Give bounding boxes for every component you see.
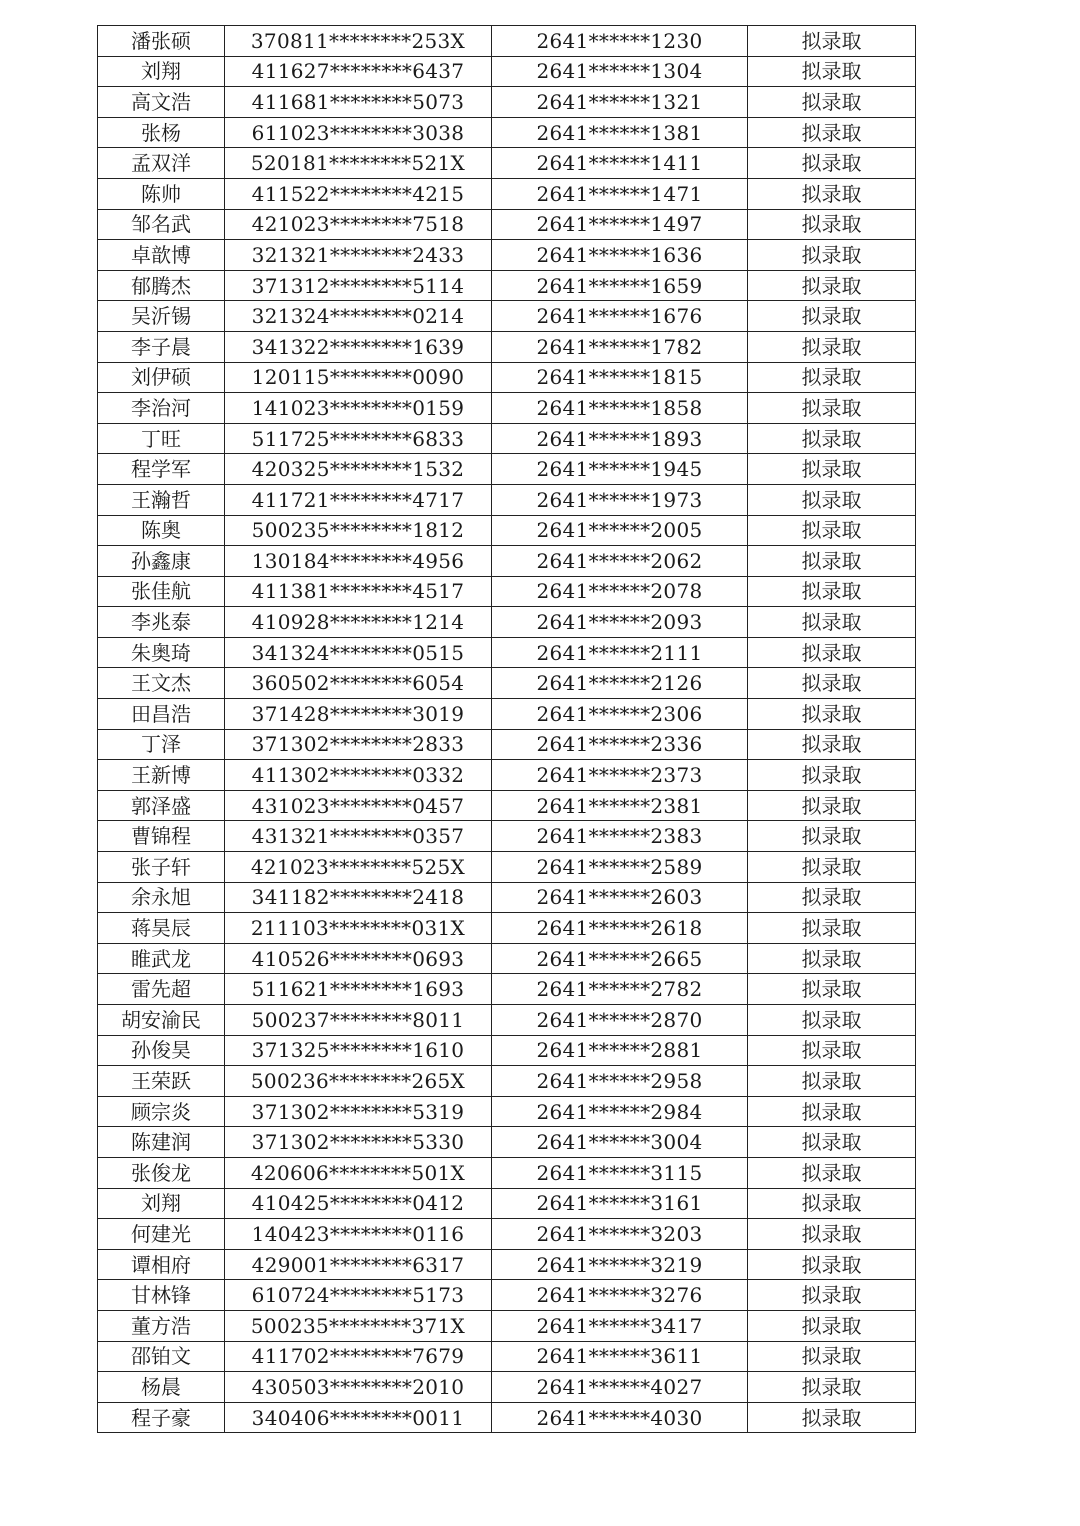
- id-number-cell: 371302********5319: [225, 1096, 492, 1127]
- id-number-cell: 211103********031X: [225, 913, 492, 944]
- exam-number-cell: 2641******1815: [492, 362, 748, 393]
- table-row: [98, 1310, 916, 1341]
- id-number-cell: 421023********7518: [225, 209, 492, 240]
- status-cell: 拟录取: [748, 546, 916, 577]
- table-row: [98, 178, 916, 209]
- table-row: [98, 1249, 916, 1280]
- status-cell: 拟录取: [748, 1219, 916, 1250]
- status-cell: 拟录取: [748, 362, 916, 393]
- status-cell: 拟录取: [748, 301, 916, 332]
- table-row: [98, 331, 916, 362]
- id-number-cell: 420606********501X: [225, 1157, 492, 1188]
- exam-number-cell: 2641******2603: [492, 882, 748, 913]
- id-number-cell: 411702********7679: [225, 1341, 492, 1372]
- name-cell: 吴沂锡: [98, 301, 225, 332]
- name-cell: 顾宗炎: [98, 1096, 225, 1127]
- status-cell: 拟录取: [748, 637, 916, 668]
- name-cell: 蒋昊辰: [98, 913, 225, 944]
- table-row: [98, 1096, 916, 1127]
- status-cell: 拟录取: [748, 576, 916, 607]
- id-number-cell: 120115********0090: [225, 362, 492, 393]
- status-cell: 拟录取: [748, 974, 916, 1005]
- exam-number-cell: 2641******1636: [492, 240, 748, 271]
- exam-number-cell: 2641******2870: [492, 1005, 748, 1036]
- status-cell: 拟录取: [748, 1066, 916, 1097]
- status-cell: 拟录取: [748, 668, 916, 699]
- exam-number-cell: 2641******2381: [492, 790, 748, 821]
- id-number-cell: 429001********6317: [225, 1249, 492, 1280]
- table-row: [98, 1188, 916, 1219]
- table-row: [98, 240, 916, 271]
- status-cell: 拟录取: [748, 913, 916, 944]
- id-number-cell: 611023********3038: [225, 117, 492, 148]
- status-cell: 拟录取: [748, 484, 916, 515]
- status-cell: 拟录取: [748, 1372, 916, 1403]
- id-number-cell: 371428********3019: [225, 699, 492, 730]
- status-cell: 拟录取: [748, 423, 916, 454]
- exam-number-cell: 2641******2383: [492, 821, 748, 852]
- id-number-cell: 421023********525X: [225, 852, 492, 883]
- id-number-cell: 410425********0412: [225, 1188, 492, 1219]
- status-cell: 拟录取: [748, 1249, 916, 1280]
- status-cell: 拟录取: [748, 1127, 916, 1158]
- status-cell: 拟录取: [748, 117, 916, 148]
- name-cell: 王新博: [98, 760, 225, 791]
- table-row: [98, 607, 916, 638]
- id-number-cell: 410526********0693: [225, 943, 492, 974]
- exam-number-cell: 2641******1893: [492, 423, 748, 454]
- table-row: [98, 1035, 916, 1066]
- id-number-cell: 500235********371X: [225, 1310, 492, 1341]
- exam-number-cell: 2641******1659: [492, 270, 748, 301]
- name-cell: 杨晨: [98, 1372, 225, 1403]
- status-cell: 拟录取: [748, 515, 916, 546]
- status-cell: 拟录取: [748, 56, 916, 87]
- table-row: [98, 576, 916, 607]
- name-cell: 丁泽: [98, 729, 225, 760]
- id-number-cell: 411522********4215: [225, 178, 492, 209]
- exam-number-cell: 2641******2782: [492, 974, 748, 1005]
- name-cell: 张子轩: [98, 852, 225, 883]
- table-row: [98, 423, 916, 454]
- admission-list-table: [97, 25, 916, 1433]
- id-number-cell: 431321********0357: [225, 821, 492, 852]
- exam-number-cell: 2641******2336: [492, 729, 748, 760]
- name-cell: 胡安渝民: [98, 1005, 225, 1036]
- status-cell: 拟录取: [748, 1096, 916, 1127]
- status-cell: 拟录取: [748, 729, 916, 760]
- exam-number-cell: 2641******2958: [492, 1066, 748, 1097]
- table-row: [98, 1280, 916, 1311]
- exam-number-cell: 2641******2665: [492, 943, 748, 974]
- name-cell: 张俊龙: [98, 1157, 225, 1188]
- name-cell: 何建光: [98, 1219, 225, 1250]
- id-number-cell: 411721********4717: [225, 484, 492, 515]
- id-number-cell: 500237********8011: [225, 1005, 492, 1036]
- name-cell: 潘张硕: [98, 26, 225, 57]
- id-number-cell: 420325********1532: [225, 454, 492, 485]
- table-row: [98, 393, 916, 424]
- exam-number-cell: 2641******2984: [492, 1096, 748, 1127]
- status-cell: 拟录取: [748, 852, 916, 883]
- status-cell: 拟录取: [748, 1402, 916, 1433]
- id-number-cell: 430503********2010: [225, 1372, 492, 1403]
- table-row: [98, 852, 916, 883]
- exam-number-cell: 2641******2589: [492, 852, 748, 883]
- id-number-cell: 411302********0332: [225, 760, 492, 791]
- table-row: [98, 301, 916, 332]
- exam-number-cell: 2641******2062: [492, 546, 748, 577]
- id-number-cell: 410928********1214: [225, 607, 492, 638]
- status-cell: 拟录取: [748, 393, 916, 424]
- exam-number-cell: 2641******2126: [492, 668, 748, 699]
- name-cell: 朱奥琦: [98, 637, 225, 668]
- table-row: [98, 913, 916, 944]
- name-cell: 孙俊昊: [98, 1035, 225, 1066]
- table-row: [98, 1219, 916, 1250]
- id-number-cell: 610724********5173: [225, 1280, 492, 1311]
- name-cell: 陈建润: [98, 1127, 225, 1158]
- status-cell: 拟录取: [748, 178, 916, 209]
- name-cell: 陈帅: [98, 178, 225, 209]
- name-cell: 王荣跃: [98, 1066, 225, 1097]
- id-number-cell: 140423********0116: [225, 1219, 492, 1250]
- table-row: [98, 1341, 916, 1372]
- table-row: [98, 760, 916, 791]
- table-row: [98, 546, 916, 577]
- status-cell: 拟录取: [748, 87, 916, 118]
- table-row: [98, 882, 916, 913]
- exam-number-cell: 2641******1471: [492, 178, 748, 209]
- exam-number-cell: 2641******2618: [492, 913, 748, 944]
- name-cell: 余永旭: [98, 882, 225, 913]
- exam-number-cell: 2641******1230: [492, 26, 748, 57]
- id-number-cell: 141023********0159: [225, 393, 492, 424]
- exam-number-cell: 2641******1676: [492, 301, 748, 332]
- table-row: [98, 484, 916, 515]
- id-number-cell: 371325********1610: [225, 1035, 492, 1066]
- table-row: [98, 1005, 916, 1036]
- status-cell: 拟录取: [748, 148, 916, 179]
- exam-number-cell: 2641******1304: [492, 56, 748, 87]
- name-cell: 张杨: [98, 117, 225, 148]
- exam-number-cell: 2641******1973: [492, 484, 748, 515]
- id-number-cell: 500236********265X: [225, 1066, 492, 1097]
- exam-number-cell: 2641******3276: [492, 1280, 748, 1311]
- name-cell: 高文浩: [98, 87, 225, 118]
- id-number-cell: 371312********5114: [225, 270, 492, 301]
- name-cell: 陈奥: [98, 515, 225, 546]
- exam-number-cell: 2641******1381: [492, 117, 748, 148]
- table-row: [98, 515, 916, 546]
- name-cell: 李子晨: [98, 331, 225, 362]
- name-cell: 郁腾杰: [98, 270, 225, 301]
- exam-number-cell: 2641******1945: [492, 454, 748, 485]
- table-row: [98, 699, 916, 730]
- exam-number-cell: 2641******1782: [492, 331, 748, 362]
- status-cell: 拟录取: [748, 240, 916, 271]
- id-number-cell: 341182********2418: [225, 882, 492, 913]
- table-row: [98, 1402, 916, 1433]
- exam-number-cell: 2641******2373: [492, 760, 748, 791]
- name-cell: 程子豪: [98, 1402, 225, 1433]
- status-cell: 拟录取: [748, 607, 916, 638]
- name-cell: 李治河: [98, 393, 225, 424]
- status-cell: 拟录取: [748, 790, 916, 821]
- exam-number-cell: 2641******2005: [492, 515, 748, 546]
- id-number-cell: 321324********0214: [225, 301, 492, 332]
- name-cell: 雷先超: [98, 974, 225, 1005]
- status-cell: 拟录取: [748, 1035, 916, 1066]
- status-cell: 拟录取: [748, 26, 916, 57]
- exam-number-cell: 2641******3219: [492, 1249, 748, 1280]
- table-row: [98, 362, 916, 393]
- name-cell: 卓歆博: [98, 240, 225, 271]
- name-cell: 刘伊硕: [98, 362, 225, 393]
- exam-number-cell: 2641******1411: [492, 148, 748, 179]
- status-cell: 拟录取: [748, 882, 916, 913]
- name-cell: 王瀚哲: [98, 484, 225, 515]
- exam-number-cell: 2641******3161: [492, 1188, 748, 1219]
- id-number-cell: 520181********521X: [225, 148, 492, 179]
- name-cell: 邹名武: [98, 209, 225, 240]
- exam-number-cell: 2641******3611: [492, 1341, 748, 1372]
- id-number-cell: 371302********2833: [225, 729, 492, 760]
- id-number-cell: 370811********253X: [225, 26, 492, 57]
- table-row: [98, 821, 916, 852]
- status-cell: 拟录取: [748, 1280, 916, 1311]
- table-row: [98, 56, 916, 87]
- status-cell: 拟录取: [748, 1341, 916, 1372]
- table-row: [98, 943, 916, 974]
- table-body: [98, 26, 916, 1433]
- exam-number-cell: 2641******2111: [492, 637, 748, 668]
- table-row: [98, 148, 916, 179]
- exam-number-cell: 2641******4027: [492, 1372, 748, 1403]
- id-number-cell: 130184********4956: [225, 546, 492, 577]
- status-cell: 拟录取: [748, 209, 916, 240]
- name-cell: 王文杰: [98, 668, 225, 699]
- table-row: [98, 1066, 916, 1097]
- id-number-cell: 411681********5073: [225, 87, 492, 118]
- id-number-cell: 511725********6833: [225, 423, 492, 454]
- exam-number-cell: 2641******4030: [492, 1402, 748, 1433]
- table-row: [98, 117, 916, 148]
- table-row: [98, 729, 916, 760]
- name-cell: 睢武龙: [98, 943, 225, 974]
- exam-number-cell: 2641******3115: [492, 1157, 748, 1188]
- table-row: [98, 209, 916, 240]
- exam-number-cell: 2641******2078: [492, 576, 748, 607]
- id-number-cell: 321321********2433: [225, 240, 492, 271]
- status-cell: 拟录取: [748, 1157, 916, 1188]
- id-number-cell: 431023********0457: [225, 790, 492, 821]
- name-cell: 刘翔: [98, 56, 225, 87]
- status-cell: 拟录取: [748, 270, 916, 301]
- name-cell: 曹锦程: [98, 821, 225, 852]
- table-row: [98, 637, 916, 668]
- exam-number-cell: 2641******1497: [492, 209, 748, 240]
- table-row: [98, 1372, 916, 1403]
- id-number-cell: 411627********6437: [225, 56, 492, 87]
- id-number-cell: 411381********4517: [225, 576, 492, 607]
- status-cell: 拟录取: [748, 699, 916, 730]
- name-cell: 谭相府: [98, 1249, 225, 1280]
- status-cell: 拟录取: [748, 1188, 916, 1219]
- table-row: [98, 974, 916, 1005]
- id-number-cell: 360502********6054: [225, 668, 492, 699]
- name-cell: 李兆泰: [98, 607, 225, 638]
- name-cell: 丁旺: [98, 423, 225, 454]
- table-row: [98, 1157, 916, 1188]
- status-cell: 拟录取: [748, 760, 916, 791]
- exam-number-cell: 2641******3417: [492, 1310, 748, 1341]
- status-cell: 拟录取: [748, 1310, 916, 1341]
- name-cell: 郭泽盛: [98, 790, 225, 821]
- status-cell: 拟录取: [748, 454, 916, 485]
- name-cell: 孙鑫康: [98, 546, 225, 577]
- id-number-cell: 341324********0515: [225, 637, 492, 668]
- table-row: [98, 668, 916, 699]
- exam-number-cell: 2641******1858: [492, 393, 748, 424]
- table-row: [98, 26, 916, 57]
- table-row: [98, 454, 916, 485]
- exam-number-cell: 2641******2093: [492, 607, 748, 638]
- name-cell: 刘翔: [98, 1188, 225, 1219]
- id-number-cell: 500235********1812: [225, 515, 492, 546]
- name-cell: 董方浩: [98, 1310, 225, 1341]
- table-row: [98, 270, 916, 301]
- exam-number-cell: 2641******2881: [492, 1035, 748, 1066]
- id-number-cell: 371302********5330: [225, 1127, 492, 1158]
- status-cell: 拟录取: [748, 821, 916, 852]
- id-number-cell: 341322********1639: [225, 331, 492, 362]
- exam-number-cell: 2641******3203: [492, 1219, 748, 1250]
- name-cell: 田昌浩: [98, 699, 225, 730]
- name-cell: 程学军: [98, 454, 225, 485]
- table-row: [98, 790, 916, 821]
- status-cell: 拟录取: [748, 1005, 916, 1036]
- status-cell: 拟录取: [748, 331, 916, 362]
- exam-number-cell: 2641******3004: [492, 1127, 748, 1158]
- exam-number-cell: 2641******1321: [492, 87, 748, 118]
- exam-number-cell: 2641******2306: [492, 699, 748, 730]
- name-cell: 甘林锋: [98, 1280, 225, 1311]
- status-cell: 拟录取: [748, 943, 916, 974]
- table-row: [98, 87, 916, 118]
- id-number-cell: 340406********0011: [225, 1402, 492, 1433]
- table-row: [98, 1127, 916, 1158]
- name-cell: 孟双洋: [98, 148, 225, 179]
- id-number-cell: 511621********1693: [225, 974, 492, 1005]
- name-cell: 邵铂文: [98, 1341, 225, 1372]
- name-cell: 张佳航: [98, 576, 225, 607]
